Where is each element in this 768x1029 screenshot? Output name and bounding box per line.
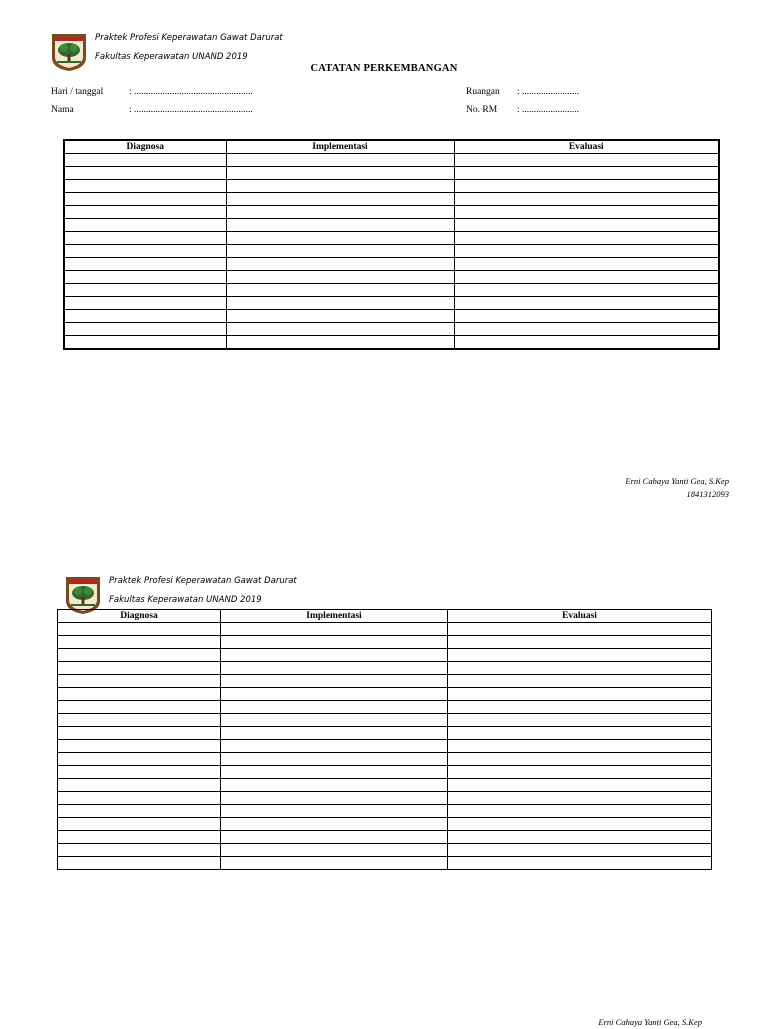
cell-implementasi[interactable]: [226, 206, 454, 219]
table-row: [58, 662, 712, 675]
cell-evaluasi[interactable]: [454, 310, 719, 323]
cell-diagnosa[interactable]: [64, 193, 226, 206]
cell-diagnosa[interactable]: [64, 232, 226, 245]
cell-implementasi[interactable]: [226, 323, 454, 336]
table-row: [58, 766, 712, 779]
header-line-faculty: Fakultas Keperawatan UNAND 2019: [109, 595, 262, 605]
cell-diagnosa[interactable]: [58, 623, 221, 636]
field-no-rm: [466, 105, 580, 115]
cell-diagnosa[interactable]: [64, 284, 226, 297]
field-label: Nama: [51, 105, 74, 115]
cell-implementasi[interactable]: [221, 701, 448, 714]
cell-evaluasi[interactable]: [448, 675, 712, 688]
cell-evaluasi[interactable]: [454, 193, 719, 206]
table-row: [64, 245, 719, 258]
table-row: [58, 844, 712, 857]
field-value[interactable]: : ........................: [517, 105, 580, 115]
cell-diagnosa[interactable]: [64, 336, 226, 350]
cell-diagnosa[interactable]: [58, 831, 221, 844]
header-line-program: Praktek Profesi Keperawatan Gawat Darurat: [109, 576, 297, 586]
cell-evaluasi[interactable]: [448, 753, 712, 766]
cell-diagnosa[interactable]: [58, 779, 221, 792]
field-value[interactable]: : ........................: [517, 87, 580, 97]
cell-evaluasi[interactable]: [454, 206, 719, 219]
table-row: [64, 154, 719, 167]
cell-evaluasi[interactable]: [454, 258, 719, 271]
cell-diagnosa[interactable]: [58, 766, 221, 779]
table-row: [64, 219, 719, 232]
cell-diagnosa[interactable]: [64, 154, 226, 167]
cell-diagnosa[interactable]: [58, 792, 221, 805]
cell-diagnosa[interactable]: [58, 727, 221, 740]
cell-implementasi[interactable]: [221, 831, 448, 844]
cell-diagnosa[interactable]: [58, 753, 221, 766]
cell-diagnosa[interactable]: [64, 323, 226, 336]
cell-implementasi[interactable]: [221, 792, 448, 805]
cell-evaluasi[interactable]: [454, 323, 719, 336]
table-row: [64, 310, 719, 323]
table-row: [58, 688, 712, 701]
cell-implementasi[interactable]: [221, 818, 448, 831]
cell-evaluasi[interactable]: [454, 167, 719, 180]
cell-evaluasi[interactable]: [454, 219, 719, 232]
cell-implementasi[interactable]: [221, 649, 448, 662]
cell-evaluasi[interactable]: [454, 297, 719, 310]
table-row: [58, 623, 712, 636]
cell-evaluasi[interactable]: [448, 688, 712, 701]
table-row: [64, 232, 719, 245]
table-row: [58, 857, 712, 870]
cell-evaluasi[interactable]: [448, 740, 712, 753]
field-label: Hari / tanggal: [51, 87, 104, 97]
cell-diagnosa[interactable]: [64, 297, 226, 310]
header-line-faculty: Fakultas Keperawatan UNAND 2019: [95, 52, 248, 62]
table-row: [64, 297, 719, 310]
table-row: [58, 636, 712, 649]
signature-block-2: [598, 1016, 702, 1029]
field-label: Ruangan: [466, 87, 500, 97]
cell-implementasi[interactable]: [226, 167, 454, 180]
cell-diagnosa[interactable]: [58, 675, 221, 688]
table-row: [64, 336, 719, 350]
table-row: [64, 258, 719, 271]
table-row: [64, 284, 719, 297]
cell-implementasi[interactable]: [221, 688, 448, 701]
signature-nim: 1841312093: [686, 489, 729, 499]
signature-name: Erni Cahaya Yanti Gea, S.Kep: [625, 476, 729, 486]
table-row: [58, 753, 712, 766]
field-label: No. RM: [466, 105, 498, 115]
cell-implementasi[interactable]: [221, 675, 448, 688]
cell-evaluasi[interactable]: [448, 727, 712, 740]
table-row: [58, 792, 712, 805]
progress-table-2: [57, 609, 712, 870]
cell-diagnosa[interactable]: [58, 701, 221, 714]
cell-evaluasi[interactable]: [448, 779, 712, 792]
field-nama: [51, 105, 253, 115]
cell-diagnosa[interactable]: [58, 688, 221, 701]
cell-implementasi[interactable]: [221, 753, 448, 766]
cell-implementasi[interactable]: [221, 805, 448, 818]
col-header-implementasi: Implementasi: [221, 610, 448, 623]
cell-implementasi[interactable]: [226, 232, 454, 245]
cell-implementasi[interactable]: [221, 766, 448, 779]
cell-implementasi[interactable]: [226, 258, 454, 271]
cell-evaluasi[interactable]: [448, 818, 712, 831]
cell-evaluasi[interactable]: [454, 245, 719, 258]
col-header-implementasi: Implementasi: [226, 140, 454, 154]
table-row: [58, 805, 712, 818]
cell-diagnosa[interactable]: [58, 662, 221, 675]
cell-implementasi[interactable]: [221, 662, 448, 675]
cell-implementasi[interactable]: [221, 779, 448, 792]
col-header-diagnosa: Diagnosa: [64, 140, 226, 154]
cell-evaluasi[interactable]: [448, 623, 712, 636]
table-row: [64, 206, 719, 219]
cell-diagnosa[interactable]: [58, 649, 221, 662]
table-row: [64, 271, 719, 284]
cell-diagnosa[interactable]: [64, 206, 226, 219]
cell-implementasi[interactable]: [226, 271, 454, 284]
table-header-row: [58, 610, 712, 623]
cell-implementasi[interactable]: [226, 154, 454, 167]
cell-implementasi[interactable]: [226, 297, 454, 310]
cell-diagnosa[interactable]: [58, 857, 221, 870]
cell-implementasi[interactable]: [221, 740, 448, 753]
cell-evaluasi[interactable]: [448, 714, 712, 727]
cell-diagnosa[interactable]: [58, 818, 221, 831]
cell-evaluasi[interactable]: [448, 662, 712, 675]
cell-evaluasi[interactable]: [448, 805, 712, 818]
cell-implementasi[interactable]: [226, 284, 454, 297]
field-value[interactable]: : ..................................................: [129, 87, 253, 97]
table-row: [64, 180, 719, 193]
cell-diagnosa[interactable]: [64, 271, 226, 284]
cell-evaluasi[interactable]: [448, 701, 712, 714]
table-row: [58, 779, 712, 792]
cell-implementasi[interactable]: [226, 193, 454, 206]
table-row: [58, 818, 712, 831]
cell-evaluasi[interactable]: [454, 232, 719, 245]
cell-evaluasi[interactable]: [454, 271, 719, 284]
cell-evaluasi[interactable]: [448, 649, 712, 662]
col-header-evaluasi: Evaluasi: [448, 610, 712, 623]
cell-implementasi[interactable]: [226, 310, 454, 323]
cell-diagnosa[interactable]: [58, 714, 221, 727]
cell-diagnosa[interactable]: [64, 180, 226, 193]
cell-evaluasi[interactable]: [448, 831, 712, 844]
cell-diagnosa[interactable]: [58, 844, 221, 857]
table-row: [58, 675, 712, 688]
col-header-diagnosa: Diagnosa: [58, 610, 221, 623]
cell-implementasi[interactable]: [221, 857, 448, 870]
cell-implementasi[interactable]: [221, 844, 448, 857]
table-row: [58, 740, 712, 753]
cell-implementasi[interactable]: [226, 180, 454, 193]
signature-name: Erni Cahaya Yanti Gea, S.Kep: [598, 1017, 702, 1027]
table-header-row: [64, 140, 719, 154]
cell-implementasi[interactable]: [226, 336, 454, 350]
cell-evaluasi[interactable]: [454, 336, 719, 350]
cell-diagnosa[interactable]: [58, 740, 221, 753]
cell-implementasi[interactable]: [221, 623, 448, 636]
cell-evaluasi[interactable]: [448, 792, 712, 805]
cell-diagnosa[interactable]: [64, 310, 226, 323]
progress-table-1: [63, 139, 720, 350]
cell-diagnosa[interactable]: [58, 805, 221, 818]
cell-diagnosa[interactable]: [64, 245, 226, 258]
table-row: [58, 831, 712, 844]
header-line-program: Praktek Profesi Keperawatan Gawat Darurat: [95, 33, 283, 43]
table-row: [58, 701, 712, 714]
table-row: [58, 714, 712, 727]
cell-evaluasi[interactable]: [454, 154, 719, 167]
table-row: [58, 649, 712, 662]
cell-diagnosa[interactable]: [64, 258, 226, 271]
cell-evaluasi[interactable]: [448, 636, 712, 649]
field-value[interactable]: : ..................................................: [129, 105, 253, 115]
cell-diagnosa[interactable]: [64, 167, 226, 180]
field-hari-tanggal: [51, 87, 253, 97]
cell-implementasi[interactable]: [221, 727, 448, 740]
table-row: [64, 167, 719, 180]
cell-evaluasi[interactable]: [448, 844, 712, 857]
table-row: [64, 193, 719, 206]
cell-evaluasi[interactable]: [448, 766, 712, 779]
cell-evaluasi[interactable]: [448, 857, 712, 870]
col-header-evaluasi: Evaluasi: [454, 140, 719, 154]
cell-diagnosa[interactable]: [64, 219, 226, 232]
cell-diagnosa[interactable]: [58, 636, 221, 649]
cell-implementasi[interactable]: [226, 245, 454, 258]
cell-evaluasi[interactable]: [454, 284, 719, 297]
field-ruangan: [466, 87, 580, 97]
table-row: [58, 727, 712, 740]
page-title: CATATAN PERKEMBANGAN: [310, 63, 458, 74]
cell-implementasi[interactable]: [221, 714, 448, 727]
cell-implementasi[interactable]: [226, 219, 454, 232]
cell-implementasi[interactable]: [221, 636, 448, 649]
cell-evaluasi[interactable]: [454, 180, 719, 193]
signature-block-1: [625, 475, 729, 501]
table-row: [64, 323, 719, 336]
